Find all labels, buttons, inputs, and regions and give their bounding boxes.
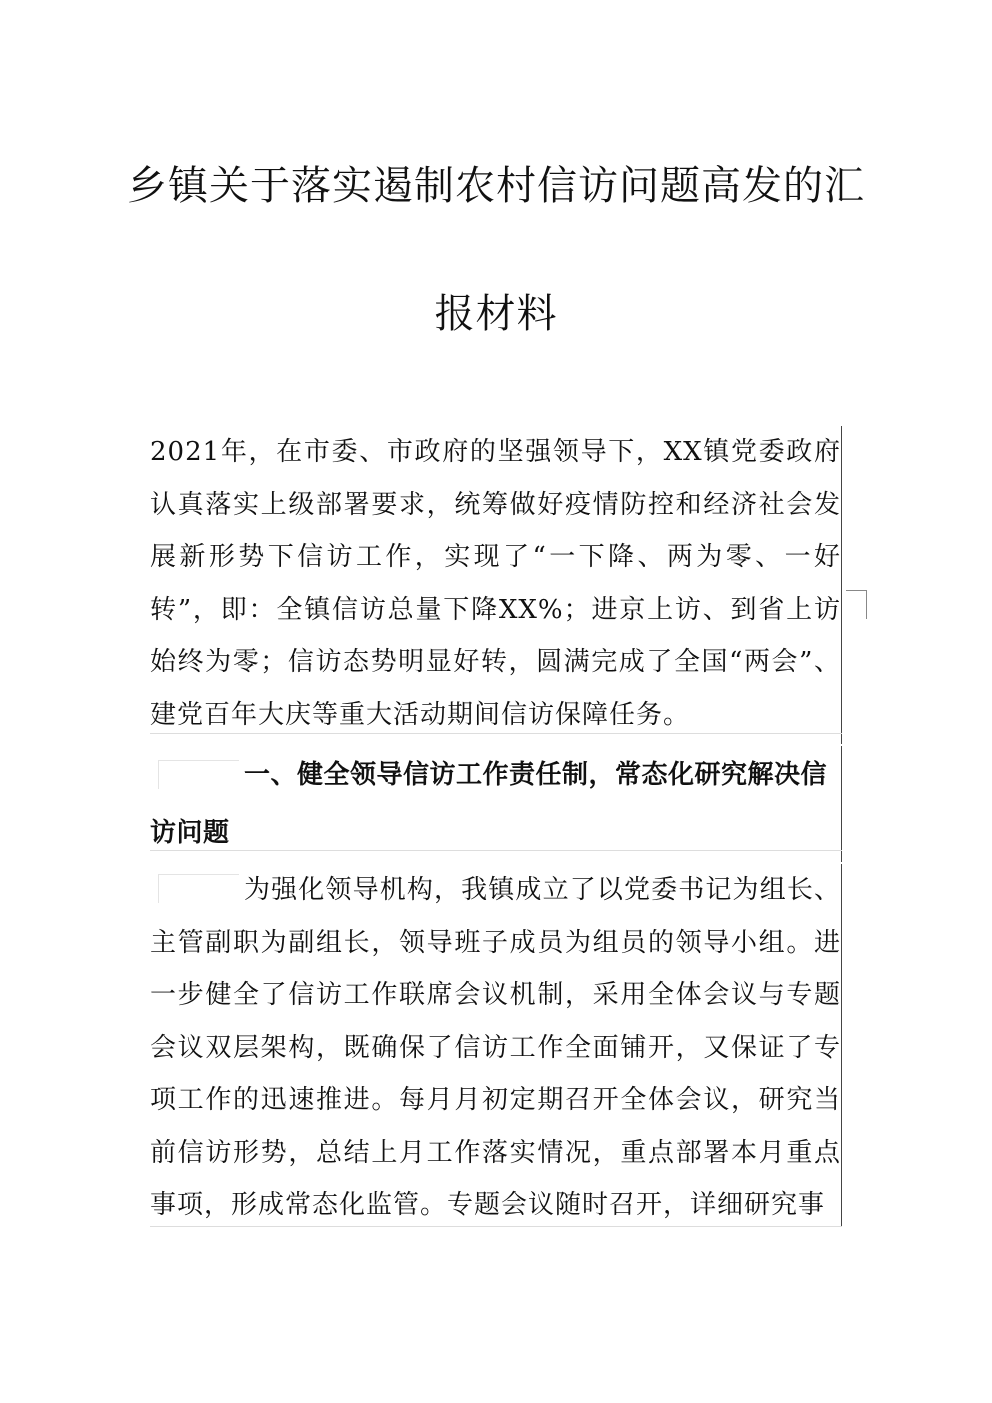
section-heading: 一、健全领导信访工作责任制，常态化研究解决信访问题 [150, 746, 842, 862]
section-paragraph: 为强化领导机构，我镇成立了以党委书记为组长、主管副职为副组长，领导班子成员为组员的领导小组。进一步健全了信访工作联席会议机制，采用全体会议与专题会议双层架构，既确保了信访工作全面铺开，又保证了专项工作的迅速推进。每月月初定期召开全体会议，研究当前信访形势，总结上月工作落实情况，重点部署本月重点事项，形成常态化监管。专题会议随时召开，详细研究事 [150, 864, 842, 1226]
intro-paragraph: 2021年，在市委、市政府的坚强领导下，XX镇党委政府认真落实上级部署要求，统筹做好疫情防控和经济社会发展新形势下信访工作，实现了“一下降、两为零、一好转”，即：全镇信访总量下降XX%；进京上访、到省上访始终为零；信访态势明显好转，圆满完成了全国“两会”、建党百年大庆等重大活动期间信访保障任务。 [150, 426, 842, 744]
paragraph-divider [150, 850, 842, 851]
paragraph-divider [150, 1226, 842, 1227]
document-title-line-2: 报材料 [434, 291, 558, 337]
margin-bracket-mark [846, 590, 867, 619]
paragraph-divider [150, 733, 842, 734]
document-title-line-1: 乡镇关于落实遏制农村信访问题高发的汇 [127, 163, 865, 209]
